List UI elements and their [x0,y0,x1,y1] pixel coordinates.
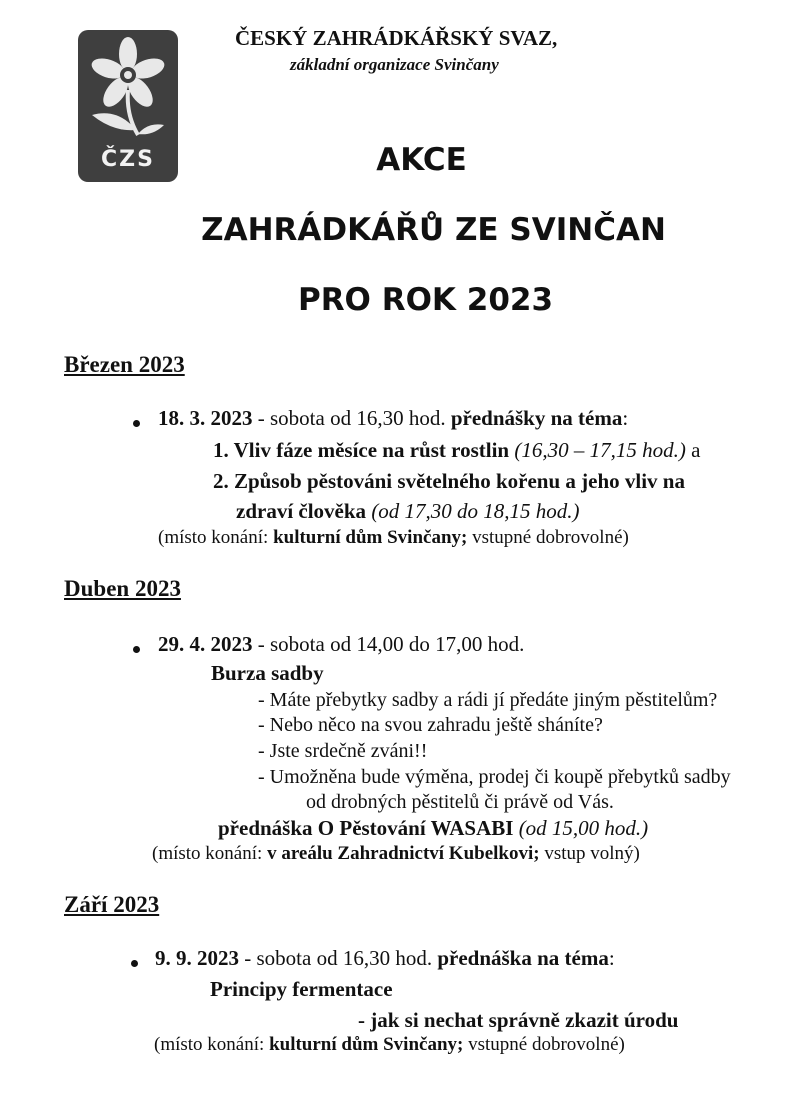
topic-colon: : [622,406,629,430]
event-time: - sobota od 14,00 do 17,00 hod. [252,632,525,656]
event-time: - sobota od 16,30 hod. [239,946,438,970]
logo-text: ČZS [101,147,155,172]
title-line-3: PRO ROK 2023 [297,282,554,318]
topic-label: přednáška na téma [437,946,609,970]
lecture-title: Principy fermentace [210,977,393,1001]
lecture-item-1 [213,438,700,463]
event-detail-1: - Máte přebytky sadby a rádi jí předáte jiným pěstitelům? [258,689,718,711]
bullet-icon [133,420,140,427]
venue-name: kulturní dům Svinčany; [273,527,468,548]
venue-name: kulturní dům Svinčany; [269,1034,464,1055]
lecture-time: (od 17,30 do 18,15 hod.) [366,499,580,523]
lecture-time: (od 15,00 hod.) [513,816,649,840]
venue-line-april [152,843,640,865]
venue-line-september [154,1034,625,1056]
branch-name: základní organizace Svinčany [290,55,499,74]
lecture-tail: a [685,438,701,462]
bullet-icon [131,960,138,967]
venue-prefix: (místo konání: [152,843,268,864]
org-name: ČESKÝ ZAHRÁDKÁŘSKÝ SVAZ, [235,26,558,50]
venue-name: v areálu Zahradnictví Kubelkovi; [267,843,540,864]
topic-label: přednášky na téma [450,406,623,430]
event-detail-4: - Umožněna bude výměna, prodej či koupě přebytků sadby [258,766,731,788]
lecture-subtitle: - jak si nechat správně zkazit úrodu [358,1008,679,1032]
event-line-september [155,946,615,971]
event-detail-3: - Jste srdečně zváni!! [258,740,428,762]
lecture-title: 1. Vliv fáze měsíce na růst rostlin [213,438,510,462]
venue-prefix: (místo konání: [158,527,274,548]
lecture-title-cont: zdraví člověka [236,499,367,523]
venue-line-march [158,527,629,549]
month-heading-september: Září 2023 [64,892,160,917]
venue-suffix: vstupné dobrovolné) [467,527,629,548]
title-line-2: ZAHRÁDKÁŘŮ ZE SVINČAN [201,212,666,248]
bullet-icon [133,646,140,653]
venue-suffix: vstupné dobrovolné) [463,1034,625,1055]
event-date: 9. 9. 2023 [155,946,239,970]
event-detail-5: od drobných pěstitelů či právě od Vás. [306,791,614,813]
event-date: 29. 4. 2023 [158,632,253,656]
event-time: - sobota od 16,30 hod. [252,406,451,430]
flower-icon [78,30,178,150]
lecture-time: (16,30 – 17,15 hod.) [509,438,686,462]
event-line-march [158,406,628,431]
venue-suffix: vstup volný) [539,843,640,864]
lecture-line-april [218,816,648,841]
lecture-item-2b [236,499,580,524]
venue-prefix: (místo konání: [154,1034,270,1055]
event-date: 18. 3. 2023 [158,406,253,430]
lecture-title: přednáška O Pěstování WASABI [218,816,514,840]
title-line-1: AKCE [376,142,467,178]
month-heading-march: Březen 2023 [64,352,185,377]
lecture-item-2a: 2. Způsob pěstováni světelného kořenu a jeho vliv na [213,469,685,493]
month-heading-april: Duben 2023 [64,576,181,601]
topic-colon: : [608,946,615,970]
event-title: Burza sadby [211,661,324,685]
event-line-april [158,632,524,657]
event-detail-2: - Nebo něco na svou zahradu ještě sháníte? [258,714,603,736]
